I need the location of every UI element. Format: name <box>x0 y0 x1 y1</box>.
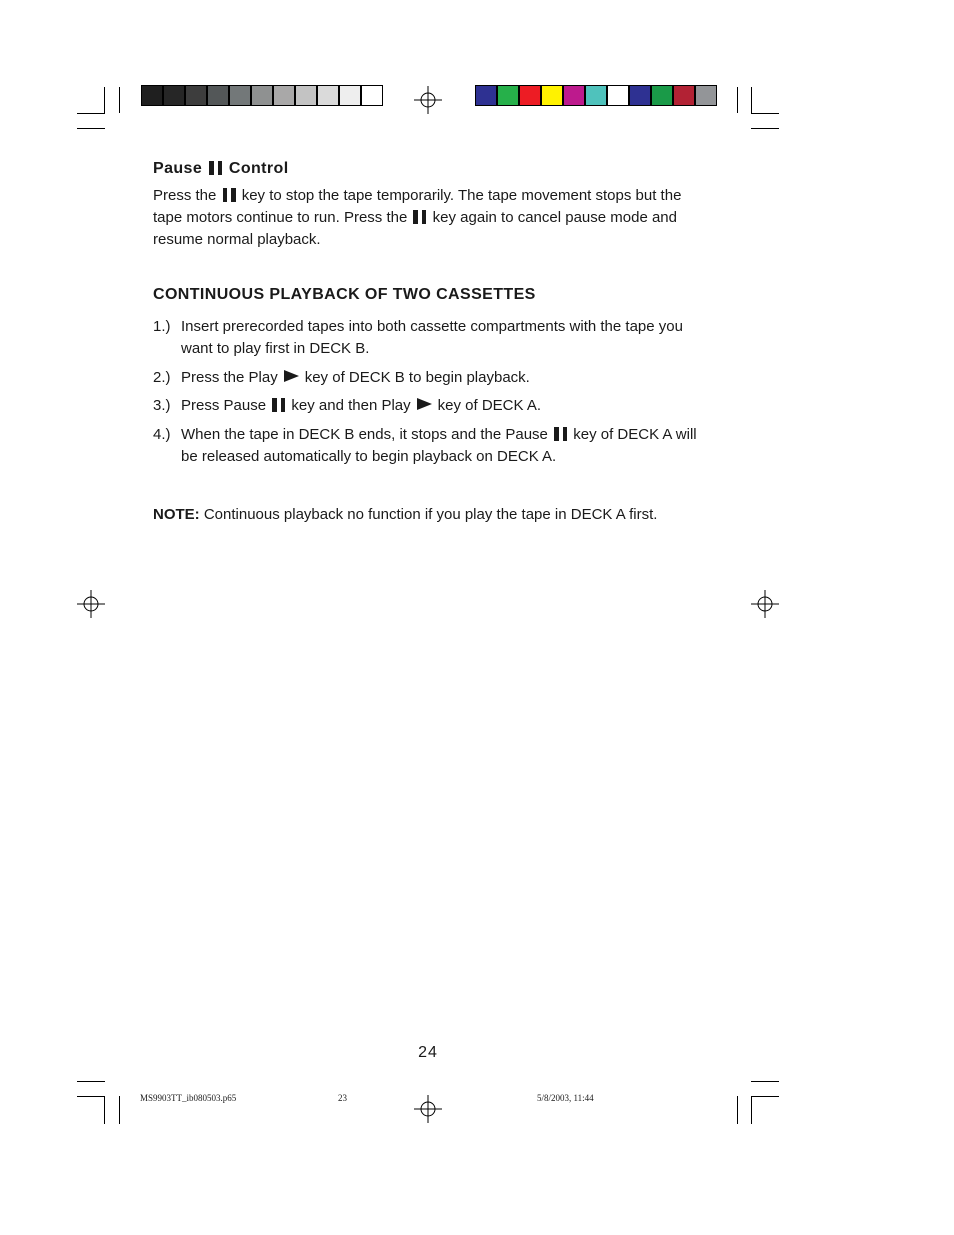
list-item-text-start: Press Pause <box>181 397 267 414</box>
footer-filename: MS9903TT_ib080503.p65 <box>140 1093 237 1103</box>
crop-mark-top-left-h2 <box>77 113 105 114</box>
color-swatch <box>251 85 273 106</box>
color-swatch <box>651 85 673 106</box>
page-number: 24 <box>418 1044 438 1061</box>
crop-mark-bottom-right-h <box>751 1081 779 1082</box>
pause-para-part-2: key to stop the tape temporarily. The tape movement stops but the tape motors continue to run. Press the <box>153 187 682 226</box>
crop-mark-bottom-left-v <box>104 1096 105 1124</box>
continuous-playback-heading: CONTINUOUS PLAYBACK OF TWO CASSETTES <box>153 286 536 303</box>
crop-mark-top-right-v2 <box>751 87 752 113</box>
registration-mark-right-icon <box>751 590 779 618</box>
list-item-number: 4.) <box>153 426 171 443</box>
pause-icon <box>209 161 222 175</box>
crop-mark-top-right-h <box>751 113 779 114</box>
crop-mark-bottom-right-v2 <box>751 1096 752 1124</box>
color-swatch <box>563 85 585 106</box>
pause-control-heading <box>153 160 713 178</box>
color-swatch <box>497 85 519 106</box>
list-item-text-end: key of DECK B to begin playback. <box>304 369 530 386</box>
crop-mark-top-right-v <box>737 87 738 113</box>
crop-mark-top-right-h2 <box>751 128 779 129</box>
crop-mark-bottom-left-h <box>77 1081 105 1082</box>
color-swatch <box>673 85 695 106</box>
color-swatch <box>185 85 207 106</box>
color-swatch <box>207 85 229 106</box>
color-swatch <box>163 85 185 106</box>
list-item-text-end: A. <box>526 397 542 414</box>
crop-mark-top-left-v <box>104 87 105 113</box>
color-swatch <box>607 85 629 106</box>
list-item-number: 2.) <box>153 369 171 386</box>
play-icon <box>284 370 299 382</box>
pause-para-part-1: Press the <box>153 187 217 204</box>
footer-datetime: 5/8/2003, 11:44 <box>537 1093 594 1103</box>
crop-mark-bottom-right-v <box>737 1096 738 1124</box>
list-item-number: 1.) <box>153 318 171 335</box>
pause-icon <box>413 210 426 224</box>
color-swatch <box>541 85 563 106</box>
color-swatch <box>339 85 361 106</box>
pause-control-heading-start: Pause <box>153 160 203 177</box>
list-item-number: 3.) <box>153 397 171 414</box>
play-icon <box>417 398 432 410</box>
list-item <box>153 424 713 468</box>
crop-mark-top-left-v2 <box>119 87 120 113</box>
pause-para-part-3: key again to cancel pause mode and resume normal playback. <box>153 209 677 248</box>
color-swatch <box>519 85 541 106</box>
pause-control-heading-end: Control <box>228 160 289 177</box>
footer-sheet-number: 23 <box>338 1093 347 1103</box>
pause-icon <box>272 398 285 412</box>
pause-icon <box>223 188 236 202</box>
list-item-text-end: key of DECK A will be released automatically to begin playback on DECK A. <box>181 426 697 465</box>
crop-mark-top-left-h <box>77 128 105 129</box>
note-body: Continuous playback no function if you play the tape in DECK A first. <box>203 506 658 523</box>
list-item-text-start: Press the Play <box>181 369 278 386</box>
registration-mark-top-icon <box>414 86 442 114</box>
color-swatch <box>629 85 651 106</box>
color-swatch <box>361 85 383 106</box>
note-paragraph <box>153 504 753 526</box>
note-label: NOTE: <box>153 506 200 523</box>
continuous-playback-section <box>153 286 713 468</box>
list-item-text: Insert prerecorded tapes into both cassette compartments with the tape you want to play first in DECK B. <box>181 318 683 357</box>
color-swatch <box>295 85 317 106</box>
color-swatch <box>229 85 251 106</box>
color-swatch <box>273 85 295 106</box>
pause-control-section <box>153 160 713 251</box>
crop-mark-bottom-right-h2 <box>751 1096 779 1097</box>
crop-mark-bottom-left-v2 <box>119 1096 120 1124</box>
color-swatch <box>695 85 717 106</box>
list-item <box>153 395 713 417</box>
registration-mark-left-icon <box>77 590 105 618</box>
color-swatch <box>141 85 163 106</box>
list-item-text-mid: key and then Play <box>291 397 411 414</box>
color-swatch <box>317 85 339 106</box>
registration-mark-bottom-icon <box>414 1095 442 1123</box>
list-item-text-mid-2: key of DECK <box>437 397 524 414</box>
pause-control-paragraph <box>153 185 713 251</box>
list-item <box>153 367 713 389</box>
color-swatch <box>475 85 497 106</box>
pause-icon <box>554 427 567 441</box>
note-text <box>153 504 753 526</box>
crop-mark-bottom-left-h2 <box>77 1096 105 1097</box>
list-item <box>153 316 713 360</box>
list-item-text-start: When the tape in DECK B ends, it stops and the Pause <box>181 426 548 443</box>
color-swatch <box>585 85 607 106</box>
